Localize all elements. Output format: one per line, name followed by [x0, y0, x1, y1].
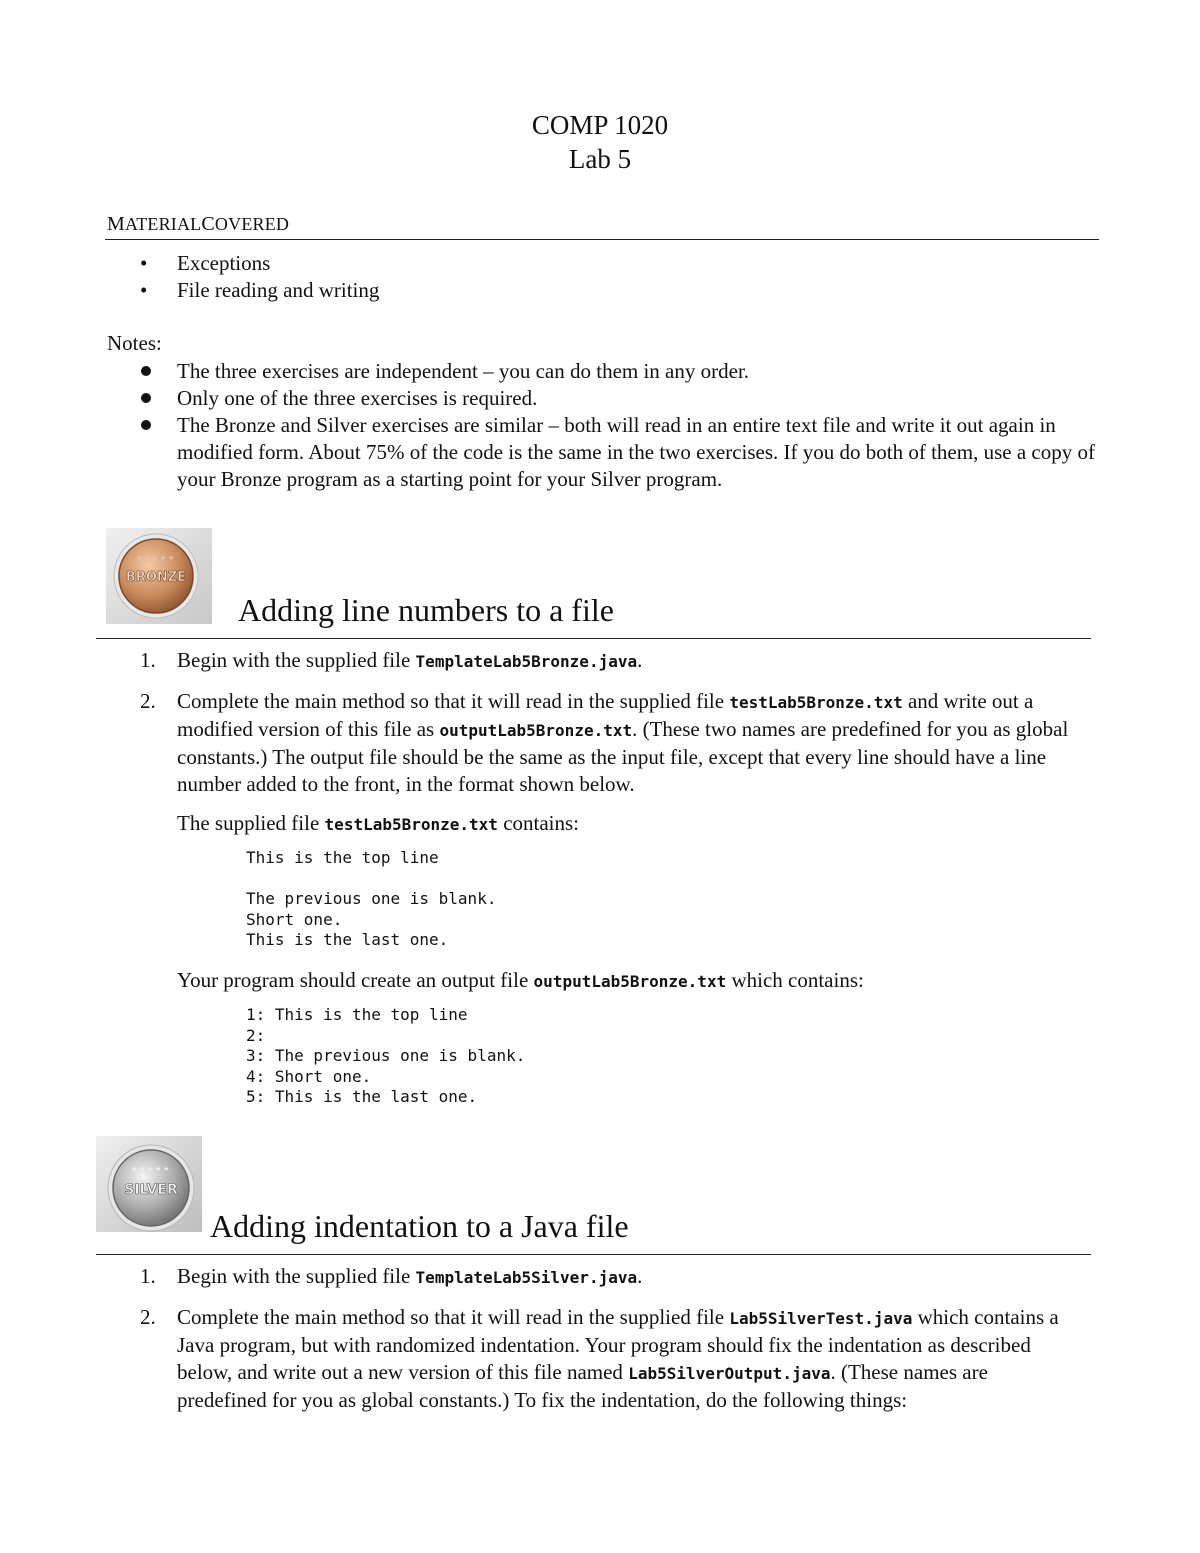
material-item: • File reading and writing: [140, 278, 380, 302]
bronze-medal-icon: [106, 528, 212, 624]
silver-step-2: Complete the main method so that it will read in the supplied file Lab5SilverTest.java which contains a Java program, but with randomized indentation. Your program should fix the indentation as described below, and write out a new version of this file named Lab5SilverOutput.java. (These names are predefined for you as global constants.) To fix the indentation, do the following things:: [177, 1305, 1059, 1412]
section-divider: [105, 239, 1099, 240]
step-number: 2.: [140, 1305, 156, 1329]
svg-text:★ ★ ★ ★ ★: ★ ★ ★ ★ ★: [136, 554, 175, 562]
code-line: 2:: [246, 1025, 266, 1045]
material-item: • Exceptions: [140, 251, 271, 275]
code-line: 5: This is the last one.: [246, 1087, 478, 1106]
notes-label: Notes:: [107, 331, 162, 355]
bullet-icon: [141, 420, 151, 430]
section-divider: [96, 1254, 1091, 1255]
bronze-step-1: Begin with the supplied file TemplateLab5Bronze.java.: [177, 648, 643, 672]
svg-text:SILVER: SILVER: [124, 1182, 178, 1198]
code-line: The previous one is blank.: [246, 889, 497, 908]
lab-title: Lab 5: [568, 144, 632, 174]
svg-text:★ ★ ★ ★ ★: ★ ★ ★ ★ ★: [131, 1165, 170, 1173]
step-number: 1.: [140, 1264, 156, 1288]
svg-text:BRONZE: BRONZE: [125, 570, 187, 585]
section-divider: [96, 638, 1091, 639]
bronze-heading: Adding line numbers to a file: [238, 592, 614, 628]
code-line: This is the top line: [246, 848, 439, 867]
code-line: 1: This is the top line: [246, 1005, 468, 1024]
material-covered-heading: MATERIALCOVERED: [107, 213, 290, 235]
silver-step-1: Begin with the supplied file TemplateLab5Silver.java.: [177, 1264, 643, 1288]
code-line: Short one.: [246, 909, 343, 929]
code-line: [246, 869, 496, 890]
note-item: The Bronze and Silver exercises are similar – both will read in an entire text file and write it out again in modified form. About 75% of the code is the same in the two exercises. If you do both of them, use a copy of your Bronze program as a starting point for your Silver program.: [177, 413, 1095, 491]
bronze-input-caption: The supplied file testLab5Bronze.txt contains:: [177, 811, 580, 835]
code-line: This is the last one.: [246, 930, 449, 949]
note-item: Only one of the three exercises is required.: [177, 386, 538, 410]
bronze-input-code: [246, 848, 496, 951]
bronze-output-caption: Your program should create an output file outputLab5Bronze.txt which contains:: [177, 968, 864, 992]
bullet-icon: [141, 393, 151, 403]
silver-medal-icon: [96, 1136, 202, 1232]
course-title: COMP 1020: [531, 110, 669, 140]
bronze-step-2: Complete the main method so that it will read in the supplied file testLab5Bronze.txt and write out a modified version of this file as outputLab5Bronze.txt. (These two names are predefined for you as global constants.) The output file should be the same as the input file, except that every line should have a line number added to the front, in the format shown below.: [177, 689, 1069, 796]
step-number: 1.: [140, 648, 156, 672]
note-item: The three exercises are independent – you can do them in any order.: [177, 359, 750, 383]
code-line: 3: The previous one is blank.: [246, 1046, 526, 1065]
code-line: 4: Short one.: [246, 1066, 372, 1086]
bullet-icon: [141, 366, 151, 376]
bronze-output-code: [246, 1005, 525, 1108]
step-number: 2.: [140, 689, 156, 713]
silver-heading: Adding indentation to a Java file: [210, 1208, 629, 1244]
